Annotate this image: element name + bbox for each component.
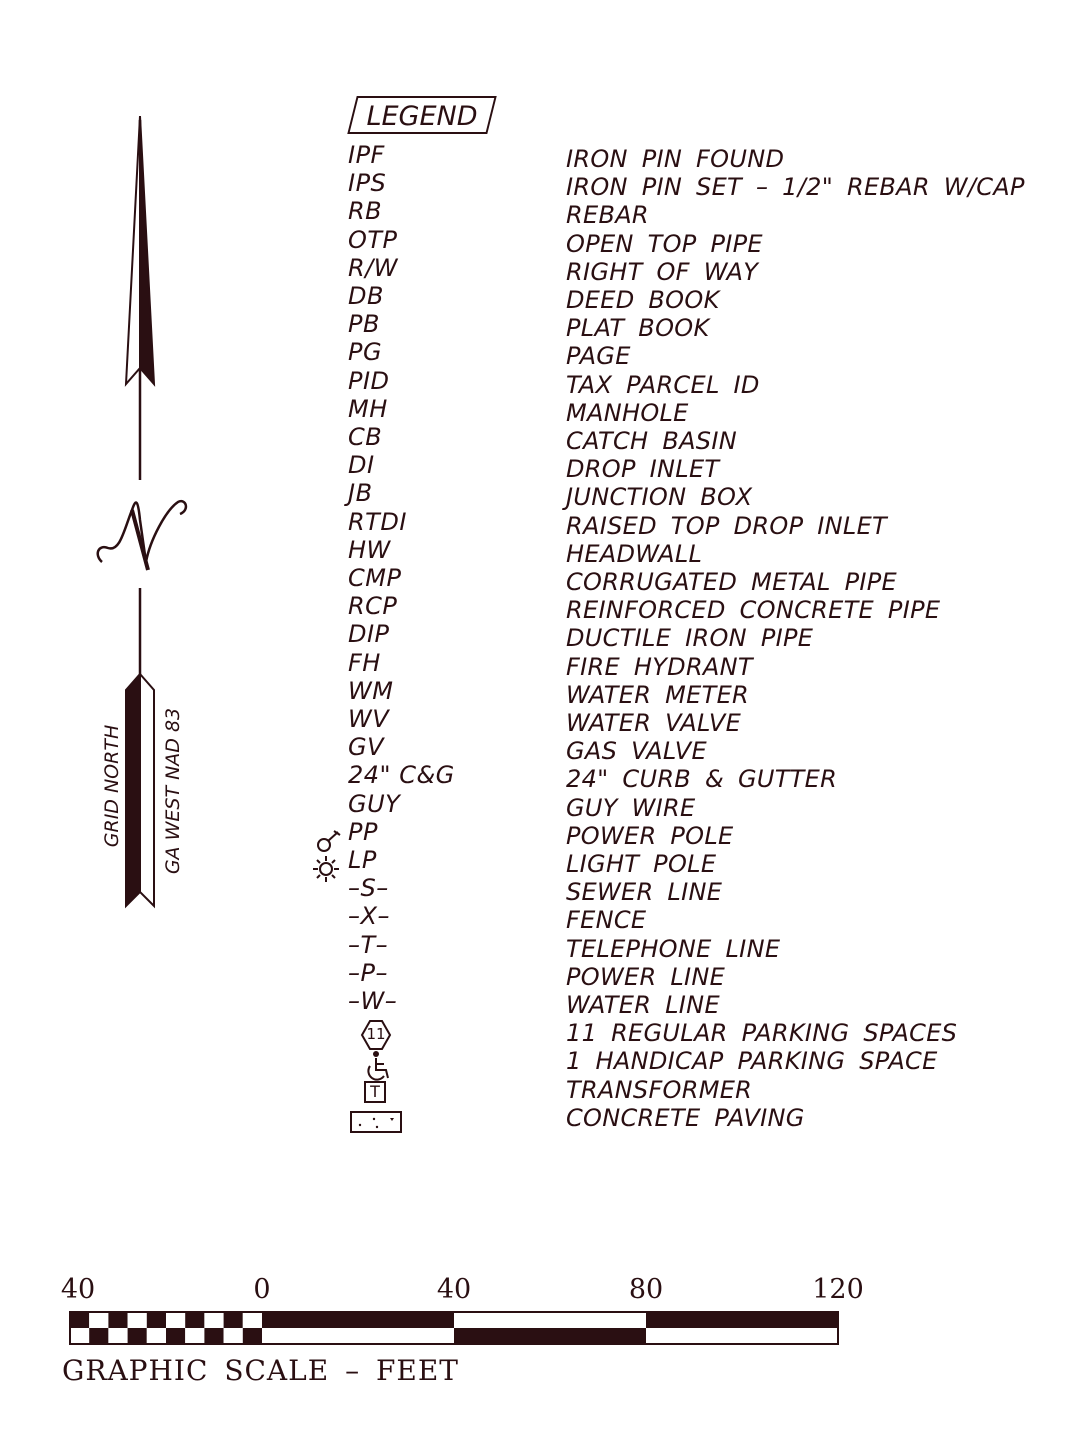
legend-description: DROP INLET <box>566 455 720 483</box>
grid-north-label: GRID NORTH <box>101 724 123 848</box>
legend-description: RIGHT OF WAY <box>566 258 759 286</box>
legend-description: WATER LINE <box>566 991 720 1019</box>
legend-abbr: MH <box>348 395 388 423</box>
scale-tick-label: 40 <box>60 1274 96 1305</box>
legend-title: LEGEND <box>366 101 478 132</box>
legend-description: LIGHT POLE <box>566 850 717 878</box>
datum-label: GA WEST NAD 83 <box>162 707 184 875</box>
scale-cell <box>128 1328 147 1344</box>
legend-abbr: CMP <box>348 564 402 592</box>
legend-description: HEADWALL <box>566 540 703 568</box>
legend-description: POWER LINE <box>566 963 726 991</box>
legend-abbr: –W– <box>348 987 398 1015</box>
scale-segment <box>646 1328 838 1344</box>
scale-cell <box>128 1312 147 1328</box>
graphic-scale-caption: GRAPHIC SCALE – FEET <box>62 1354 459 1387</box>
legend-description: GAS VALVE <box>566 737 707 765</box>
legend-abbr: –P– <box>348 959 388 987</box>
scale-cell <box>224 1328 243 1344</box>
scale-tick-label: 0 <box>253 1274 271 1305</box>
legend-abbr: PB <box>348 310 380 338</box>
scale-cell <box>70 1312 89 1328</box>
scale-cell <box>147 1312 166 1328</box>
legend-description: FIRE HYDRANT <box>566 653 753 681</box>
legend-abbr: CB <box>348 423 383 451</box>
legend-abbr: GV <box>348 733 385 761</box>
scale-segment <box>646 1312 838 1328</box>
scale-segment <box>262 1312 454 1328</box>
legend-description: MANHOLE <box>566 399 689 427</box>
legend-abbr: JB <box>348 479 373 507</box>
legend-description: IRON PIN SET – 1/2" REBAR W/CAP <box>566 173 1025 201</box>
scale-segment <box>454 1312 646 1328</box>
legend-abbr: RCP <box>348 592 398 620</box>
legend-abbr: PP <box>348 818 378 846</box>
scale-segment <box>454 1328 646 1344</box>
scale-cell <box>185 1312 204 1328</box>
legend-abbr: DB <box>348 282 384 310</box>
legend-description: IRON PIN FOUND <box>566 145 785 173</box>
transformer-symbol-letter: T <box>370 1082 380 1101</box>
scale-cell <box>166 1312 185 1328</box>
power-pole-symbol-icon <box>312 829 342 857</box>
legend-abbr: –T– <box>348 931 389 959</box>
legend-abbr: HW <box>348 536 391 564</box>
legend-description: 24" CURB & GUTTER <box>566 765 838 793</box>
legend-abbr: WM <box>348 677 394 705</box>
legend-abbr: –S– <box>348 874 389 902</box>
legend-description: DUCTILE IRON PIPE <box>566 624 814 652</box>
graphic-scale-bar <box>55 1270 895 1410</box>
legend-description: JUNCTION BOX <box>566 483 753 511</box>
legend-description: DEED BOOK <box>566 286 720 314</box>
legend-abbr: GUY <box>348 790 401 818</box>
legend-description: CORRUGATED METAL PIPE <box>566 568 898 596</box>
scale-cell <box>166 1328 185 1344</box>
scale-tick-label: 120 <box>812 1274 864 1305</box>
legend-abbr: IPF <box>348 141 385 169</box>
legend-abbr: RB <box>348 197 383 225</box>
legend-description: REINFORCED CONCRETE PIPE <box>566 596 941 624</box>
scale-cell <box>108 1328 127 1344</box>
legend-abbr: IPS <box>348 169 387 197</box>
legend-description: 11 REGULAR PARKING SPACES <box>566 1019 958 1047</box>
scale-cell <box>243 1312 262 1328</box>
legend-description: GUY WIRE <box>566 794 696 822</box>
scale-tick-label: 40 <box>436 1274 472 1305</box>
scale-cell <box>243 1328 262 1344</box>
legend-description: TELEPHONE LINE <box>566 935 781 963</box>
parking-count-label: 11 <box>366 1025 386 1043</box>
legend-abbr: 24" C&G <box>348 761 455 789</box>
legend-abbr: LP <box>348 846 377 874</box>
legend-description: PAGE <box>566 342 631 370</box>
legend-description: SEWER LINE <box>566 878 723 906</box>
legend-abbr: PID <box>348 367 390 395</box>
scale-cell <box>185 1328 204 1344</box>
legend-abbr: DIP <box>348 620 390 648</box>
legend-abbr: DI <box>348 451 375 479</box>
legend-description: REBAR <box>566 201 649 229</box>
legend-description: TRANSFORMER <box>566 1076 753 1104</box>
legend-description: FENCE <box>566 906 647 934</box>
scale-cell <box>204 1328 223 1344</box>
scale-cell <box>89 1312 108 1328</box>
concrete-paving-symbol-icon <box>350 1110 402 1134</box>
legend-description: RAISED TOP DROP INLET <box>566 512 888 540</box>
legend-abbr: WV <box>348 705 390 733</box>
legend-abbr: PG <box>348 338 383 366</box>
legend-abbr: R/W <box>348 254 398 282</box>
legend-description: WATER METER <box>566 681 750 709</box>
scale-tick-label: 80 <box>628 1274 664 1305</box>
legend-description: PLAT BOOK <box>566 314 710 342</box>
legend-description: 1 HANDICAP PARKING SPACE <box>566 1047 938 1075</box>
legend-description: OPEN TOP PIPE <box>566 230 763 258</box>
legend-abbr: RTDI <box>348 508 407 536</box>
legend-description: WATER VALVE <box>566 709 742 737</box>
scale-segment <box>262 1328 454 1344</box>
scale-cell <box>70 1328 89 1344</box>
transformer-symbol-icon <box>364 1081 386 1103</box>
scale-cell <box>147 1328 166 1344</box>
legend-abbr: OTP <box>348 226 398 254</box>
handicap-symbol-icon <box>360 1050 394 1084</box>
legend-abbr: –X– <box>348 902 390 930</box>
light-pole-symbol-icon <box>311 854 341 884</box>
scale-cell <box>89 1328 108 1344</box>
scale-cell <box>204 1312 223 1328</box>
scale-cell <box>224 1312 243 1328</box>
legend-description: POWER POLE <box>566 822 734 850</box>
legend-description: CONCRETE PAVING <box>566 1104 805 1132</box>
legend-description: TAX PARCEL ID <box>566 371 760 399</box>
scale-cell <box>108 1312 127 1328</box>
legend-description: CATCH BASIN <box>566 427 737 455</box>
legend-abbr: FH <box>348 649 381 677</box>
